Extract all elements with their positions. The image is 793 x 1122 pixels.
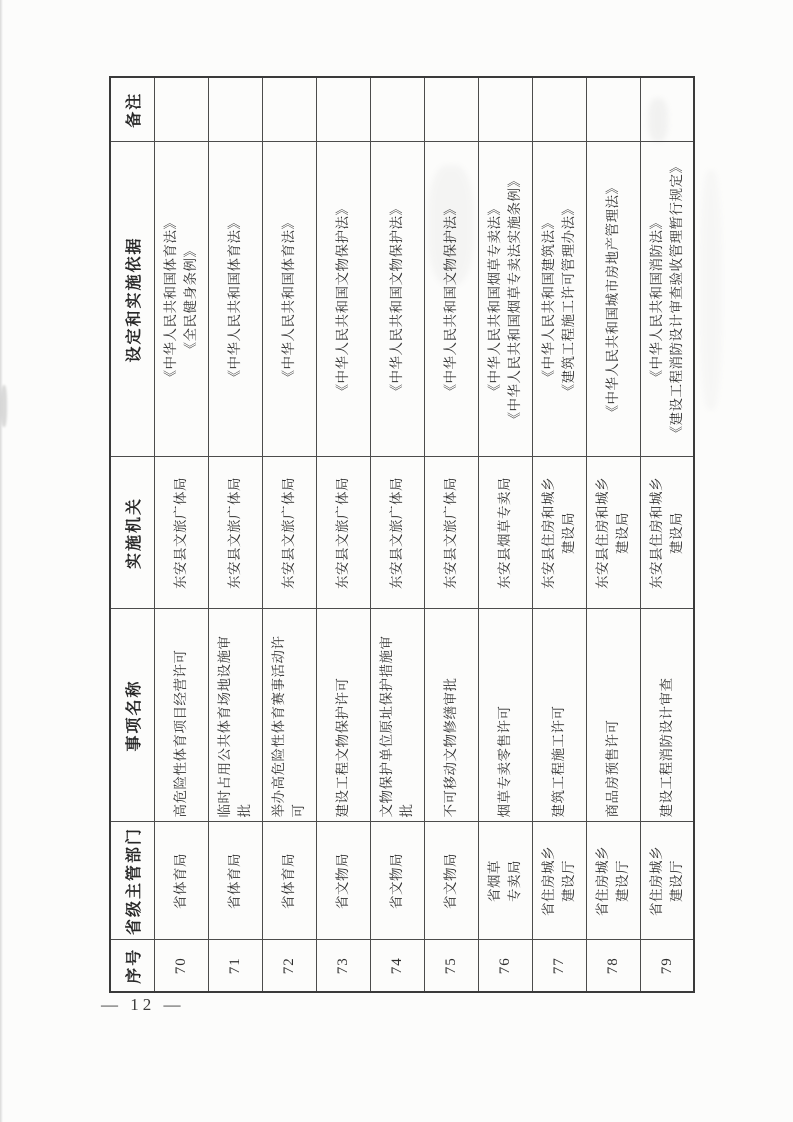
cell-item	[532, 609, 586, 822]
text-line: 《中华人民共和国文物保护法》	[443, 201, 458, 398]
cell-seq	[532, 940, 586, 992]
cell-dept	[262, 822, 316, 940]
text-line: 建设工程消防设计审查	[658, 677, 674, 818]
cell-basis	[154, 142, 208, 457]
cell-seq	[262, 940, 316, 992]
cell-seq	[316, 940, 370, 992]
text-line: 建设工程文物保护许可	[335, 677, 350, 818]
text-line: 烟草专卖零售许可	[497, 705, 512, 818]
text-line: 建设局	[615, 512, 630, 554]
text-line: 《中华人民共和国烟草专卖法》	[487, 201, 502, 398]
cell-seq	[154, 940, 208, 992]
table-row	[208, 77, 262, 992]
text-line: 71	[227, 957, 243, 975]
text-line: 文物保护单位原址保护措施审	[379, 635, 394, 818]
cell-item	[478, 609, 532, 822]
text-line: 《中华人民共和国城市房地产管理法》	[605, 180, 620, 419]
text-line: 建设局	[561, 512, 576, 554]
column-header-agency: 实施机关	[110, 457, 154, 609]
cell-dept	[370, 822, 424, 940]
table-row	[586, 77, 640, 992]
text-line: 72	[281, 957, 297, 975]
bleed-through-artifact	[700, 170, 722, 410]
text-line: 79	[658, 957, 675, 975]
cell-basis	[640, 142, 694, 457]
text-line: 《中华人民共和国烟草专卖法实施条例》	[507, 173, 522, 426]
cell-remark	[316, 77, 370, 142]
text-line: 东安县烟草专卖局	[497, 477, 512, 589]
cell-basis	[424, 142, 478, 457]
cell-dept	[478, 822, 532, 940]
text-line: 专卖局	[507, 860, 522, 902]
text-line: 批	[399, 803, 414, 818]
cell-basis	[262, 142, 316, 457]
cell-item	[370, 609, 424, 822]
cell-basis	[532, 142, 586, 457]
text-line: 建设厅	[561, 860, 576, 902]
column-header-item: 事项名称	[110, 609, 154, 822]
approval-items-table	[109, 76, 695, 993]
text-line: 建设厅	[615, 860, 630, 902]
text-line: 《全民健身条例》	[183, 243, 198, 356]
cell-agency	[154, 457, 208, 609]
scan-edge-shadow	[0, 0, 3, 1122]
text-line: 临时占用公共体育场地设施审	[217, 635, 232, 818]
cell-dept	[424, 822, 478, 940]
text-line: 《建筑工程施工许可管理办法》	[561, 201, 576, 398]
text-line: 可	[291, 803, 306, 818]
cell-seq	[424, 940, 478, 992]
cell-remark	[208, 77, 262, 142]
cell-item	[640, 609, 694, 822]
text-line: 举办高危险性体育赛事活动许	[271, 635, 286, 818]
text-line: 74	[389, 957, 405, 975]
text-line: 东安县文旅广体局	[389, 477, 404, 589]
cell-remark	[424, 77, 478, 142]
cell-seq	[370, 940, 424, 992]
table-header-row	[110, 77, 154, 992]
table-row	[316, 77, 370, 992]
text-line: 78	[605, 957, 621, 975]
column-header-basis: 设定和实施依据	[110, 142, 154, 457]
cell-item	[208, 609, 262, 822]
table-row	[262, 77, 316, 992]
text-line: 《中华人民共和国消防法》	[648, 215, 664, 384]
cell-agency	[532, 457, 586, 609]
text-line: 东安县文旅广体局	[335, 477, 350, 589]
page-number: — 12 —	[101, 995, 185, 1014]
cell-item	[154, 609, 208, 822]
table-row	[640, 77, 694, 992]
cell-item	[262, 609, 316, 822]
rotated-table-area	[109, 78, 692, 993]
cell-basis	[208, 142, 262, 457]
text-line: 《中华人民共和国体育法》	[163, 215, 178, 384]
cell-dept	[640, 822, 694, 940]
cell-basis	[370, 142, 424, 457]
cell-dept	[208, 822, 262, 940]
cell-agency	[316, 457, 370, 609]
cell-remark	[532, 77, 586, 142]
text-line: 《中华人民共和国建筑法》	[541, 215, 556, 384]
text-line: 77	[551, 957, 567, 975]
column-header-seq: 序号	[110, 940, 154, 992]
column-header-dept: 省级主管部门	[110, 822, 154, 940]
text-line: 《中华人民共和国体育法》	[227, 215, 242, 384]
cell-dept	[532, 822, 586, 940]
cell-basis	[316, 142, 370, 457]
table-row	[370, 77, 424, 992]
cell-item	[424, 609, 478, 822]
cell-agency	[478, 457, 532, 609]
cell-remark	[640, 77, 694, 142]
cell-agency	[370, 457, 424, 609]
cell-agency	[262, 457, 316, 609]
text-line: 76	[497, 957, 513, 975]
cell-seq	[478, 940, 532, 992]
table-row	[532, 77, 586, 992]
cell-seq	[640, 940, 694, 992]
column-header-remark: 备注	[110, 77, 154, 142]
text-line: 建设局	[668, 512, 684, 554]
cell-remark	[154, 77, 208, 142]
text-line: 商品房预售许可	[605, 719, 620, 818]
cell-dept	[316, 822, 370, 940]
text-line: 东安县文旅广体局	[281, 477, 296, 589]
text-line: 东安县文旅广体局	[227, 477, 242, 589]
cell-remark	[586, 77, 640, 142]
text-line: 省文物局	[335, 853, 350, 909]
text-line: 建设厅	[668, 860, 684, 902]
text-line: 东安县住房和城乡	[541, 477, 556, 589]
bleed-through-artifact	[1, 385, 7, 427]
text-line: 省体育局	[173, 853, 188, 909]
cell-dept	[154, 822, 208, 940]
cell-remark	[262, 77, 316, 142]
cell-item	[586, 609, 640, 822]
text-line: 省住房城乡	[648, 846, 664, 916]
text-line: 省体育局	[281, 853, 296, 909]
text-line: 省住房城乡	[595, 846, 610, 916]
cell-seq	[208, 940, 262, 992]
cell-remark	[370, 77, 424, 142]
text-line: 高危险性体育项目经营许可	[173, 649, 188, 818]
text-line: 东安县住房和城乡	[648, 477, 664, 589]
cell-basis	[478, 142, 532, 457]
text-line: 建筑工程施工许可	[551, 705, 566, 818]
cell-dept	[586, 822, 640, 940]
text-line: 省文物局	[389, 853, 404, 909]
text-line: 不可移动文物修缮审批	[443, 677, 458, 818]
text-line: 省烟草	[487, 860, 502, 902]
text-line: 70	[173, 957, 189, 975]
text-line: 东安县住房和城乡	[595, 477, 610, 589]
cell-basis	[586, 142, 640, 457]
cell-agency	[640, 457, 694, 609]
text-line: 《建设工程消防设计审查验收管理暂行规定》	[668, 159, 684, 440]
cell-seq	[586, 940, 640, 992]
cell-item	[316, 609, 370, 822]
cell-agency	[424, 457, 478, 609]
text-line: 《中华人民共和国文物保护法》	[335, 201, 350, 398]
table-row	[154, 77, 208, 992]
text-line: 省文物局	[443, 853, 458, 909]
text-line: 75	[443, 957, 459, 975]
cell-agency	[586, 457, 640, 609]
text-line: 东安县文旅广体局	[443, 477, 458, 589]
text-line: 73	[335, 957, 351, 975]
text-line: 东安县文旅广体局	[173, 477, 188, 589]
text-line: 批	[237, 803, 252, 818]
text-line: 《中华人民共和国文物保护法》	[389, 201, 404, 398]
text-line: 省住房城乡	[541, 846, 556, 916]
text-line: 省体育局	[227, 853, 242, 909]
cell-remark	[478, 77, 532, 142]
table-row	[424, 77, 478, 992]
rotated-table-canvas	[109, 78, 692, 993]
cell-agency	[208, 457, 262, 609]
text-line: 《中华人民共和国体育法》	[281, 215, 296, 384]
table-row	[478, 77, 532, 992]
